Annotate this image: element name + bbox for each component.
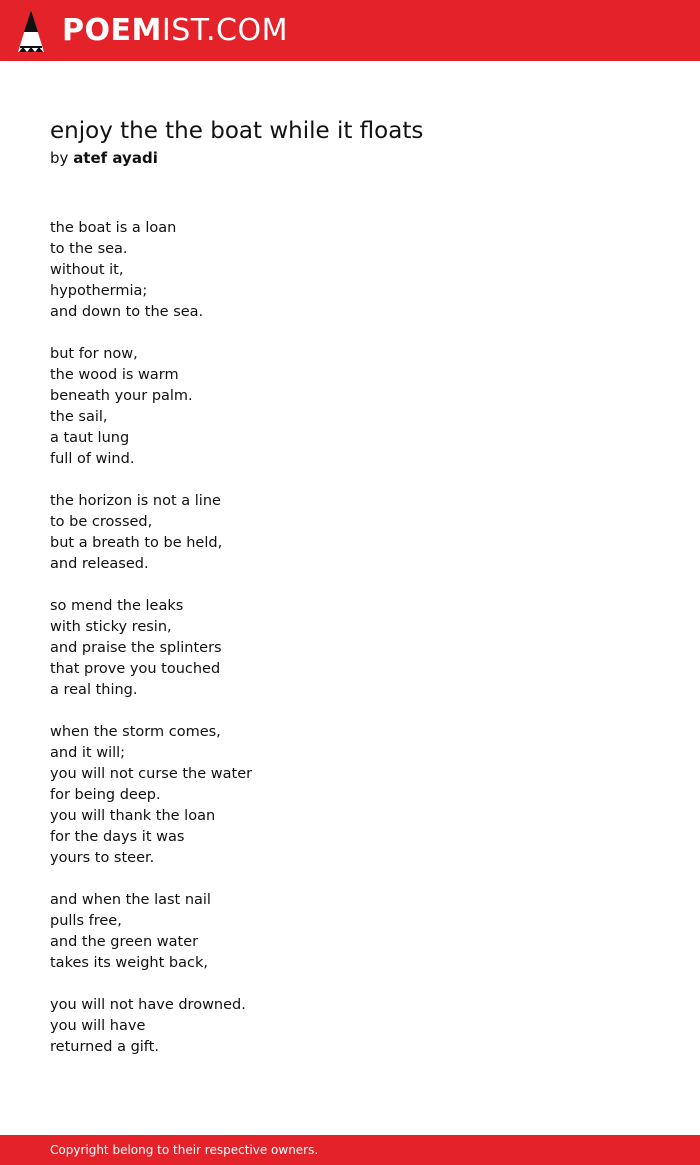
stanza-1 — [50, 218, 650, 323]
poem-line: a real thing. — [50, 682, 138, 698]
poem-line: for the days it was — [50, 829, 185, 845]
poem-body — [50, 218, 650, 1079]
stanza-5 — [50, 722, 650, 869]
poem-line: so mend the leaks — [50, 598, 184, 614]
stanza-2 — [50, 344, 650, 470]
stanza-3 — [50, 491, 650, 575]
poem-line: and released. — [50, 556, 149, 572]
poem-line: hypothermia; — [50, 283, 148, 299]
poem-line: but for now, — [50, 346, 138, 362]
stanza-7 — [50, 995, 650, 1058]
poem-line: and down to the sea. — [50, 304, 204, 320]
site-logo[interactable] — [17, 9, 288, 53]
poem-line: takes its weight back, — [50, 955, 208, 971]
poem-line: for being deep. — [50, 787, 161, 803]
site-header — [0, 0, 700, 61]
byline-label: by — [50, 149, 69, 167]
poem-line: the sail, — [50, 409, 108, 425]
poem-title: enjoy the the boat while it floats — [50, 118, 424, 144]
site-footer — [0, 1135, 700, 1165]
poem-line: yours to steer. — [50, 850, 155, 866]
poem-line: pulls free, — [50, 913, 122, 929]
poem-line: you will have — [50, 1018, 146, 1034]
stanza-4 — [50, 596, 650, 701]
logo-wordmark — [62, 9, 288, 53]
copyright-notice: Copyright belong to their respective owners. — [50, 1143, 319, 1157]
poem-line: you will thank the loan — [50, 808, 216, 824]
poem-line: to the sea. — [50, 241, 128, 257]
poem-line: and it will; — [50, 745, 126, 761]
poem-line: and when the last nail — [50, 892, 211, 908]
poem-line: with sticky resin, — [50, 619, 172, 635]
poem-line: full of wind. — [50, 451, 135, 467]
poem-line: returned a gift. — [50, 1039, 159, 1055]
poem-line: and praise the splinters — [50, 640, 222, 656]
pencil-tip-icon — [17, 9, 45, 53]
poem-line: the boat is a loan — [50, 220, 177, 236]
poem-line: beneath your palm. — [50, 388, 193, 404]
poem-author[interactable]: atef ayadi — [73, 149, 158, 167]
logo-wordmark-bold: POEM — [62, 13, 162, 48]
poem-line: to be crossed, — [50, 514, 153, 530]
poem-line: when the storm comes, — [50, 724, 221, 740]
poem-byline — [50, 148, 158, 168]
logo-wordmark-light: IST.COM — [161, 13, 288, 48]
poem-line: but a breath to be held, — [50, 535, 223, 551]
poem-line: that prove you touched — [50, 661, 221, 677]
poem-line: and the green water — [50, 934, 199, 950]
poem-line: the wood is warm — [50, 367, 179, 383]
stanza-6 — [50, 890, 650, 974]
poem-line: you will not curse the water — [50, 766, 253, 782]
poem-line: you will not have drowned. — [50, 997, 246, 1013]
poem-line: without it, — [50, 262, 124, 278]
poem-line: the horizon is not a line — [50, 493, 221, 509]
poem-line: a taut lung — [50, 430, 130, 446]
